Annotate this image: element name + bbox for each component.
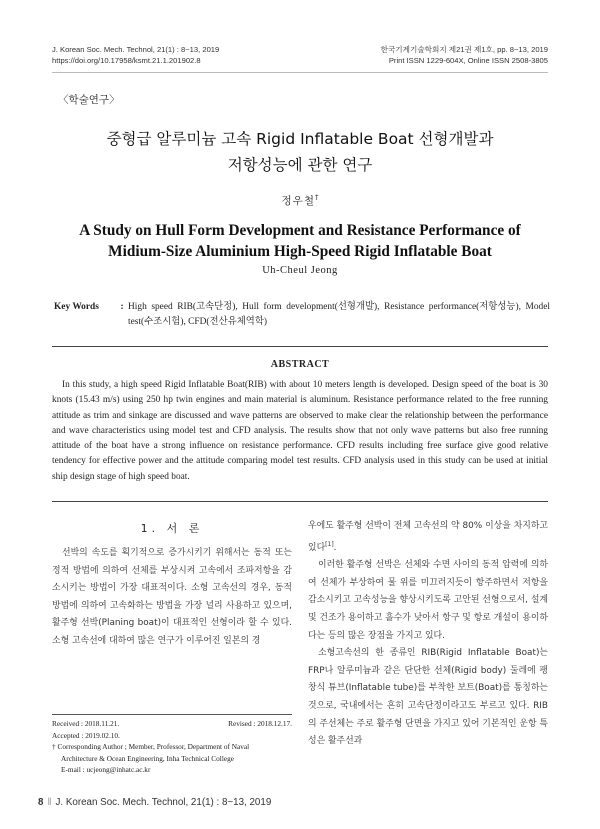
received-date: Received : 2018.11.21. xyxy=(52,719,120,728)
english-title-line2: Midium-Size Aluminium High-Speed Rigid Inflatable Boat xyxy=(108,243,492,260)
corresponding-author-mark: † xyxy=(314,193,319,202)
author-affiliation: Architecture & Ocean Engineering, Inha Technical College xyxy=(61,753,234,763)
corresponding-author-note: † Corresponding Author ; Member, Professor, Department of Naval xyxy=(52,742,250,751)
section-heading: 1. 서 론 xyxy=(140,522,204,535)
body-paragraph: 소형고속선의 한 종류인 RIB(Rigid Inflatable Boat)는 FRP나 알루미늄과 같은 단단한 선체(Rigid body) 둘레에 팽창식 튜브(Inflatable tube)를 부착한 보트(Boat)를 통칭하는 것으로, 국내에서는 흔히 고속단정이라고도 부르고 있다. RIB의 주선체는 주로 활주형 단면을 가지고 있어 기본적인 운항 특성은 활주선과 xyxy=(308,648,548,747)
page-footer xyxy=(38,797,271,808)
body-column-left xyxy=(52,545,292,651)
citation-ref[interactable]: [1] xyxy=(325,540,334,548)
korean-author-name: 정우철 xyxy=(281,195,315,207)
paragraph-text: 우에도 활주형 선박이 전체 고속선의 약 80% 이상을 차지하고 있다 xyxy=(308,521,548,553)
body-paragraph: 이러한 활주형 선박은 선체와 수면 사이의 동적 압력에 의하여 선체가 부상하여 물 위를 미끄러지듯이 항주하면서 저항을 감소시키고 고속성능을 향상시키도록 고안된 선형으로서, 설계 및 건조가 용이하고 흘수가 낮아서 항구 및 항로 개설이 용이하다는 등의 많은 장점을 가지고 있다. xyxy=(308,560,548,641)
keywords-text: High speed RIB(고속단정), Hull form development(선형개발), Resistance performance(저항성능), Model test(수조시험), CFD(전산유체역학) xyxy=(128,302,550,327)
english-title-line1: A Study on Hull Form Development and Resistance Performance of xyxy=(79,222,521,239)
running-header-right xyxy=(381,44,548,66)
english-title xyxy=(40,220,560,262)
abstract-top-rule xyxy=(52,346,548,347)
running-header-left xyxy=(52,44,219,66)
footnote-block xyxy=(52,718,292,776)
footer-divider: ‖ xyxy=(47,797,52,808)
issn-info: Print ISSN 1229-604X, Online ISSN 2508-3805 xyxy=(388,56,548,65)
abstract-title: ABSTRACT xyxy=(270,359,330,370)
journal-citation-korean: 한국기계기술학회지 제21권 제1호, pp. 8~13, 2019 xyxy=(380,45,548,54)
journal-citation: J. Korean Soc. Mech. Technol, 21(1) : 8~13, 2019 xyxy=(52,45,220,54)
footnote-divider xyxy=(52,714,292,715)
body-column-right xyxy=(308,518,548,751)
author-email[interactable]: E-mail : ucjeong@inhatc.ac.kr xyxy=(61,765,151,774)
english-author: Uh-Cheul Jeong xyxy=(262,265,338,276)
paragraph-end: . xyxy=(333,542,337,553)
page-number: 8 xyxy=(38,797,44,808)
footer-journal: J. Korean Soc. Mech. Technol, 21(1) : 8~13, 2019 xyxy=(55,797,272,808)
accepted-date: Accepted : 2019.02.10. xyxy=(52,730,120,740)
korean-title-line2: 저항성능에 관한 연구 xyxy=(227,156,373,174)
korean-author xyxy=(0,193,600,208)
article-category: 〈학술연구〉 xyxy=(58,94,120,106)
keywords-label: Key Words xyxy=(54,302,99,312)
header-divider xyxy=(52,72,548,73)
keywords-block xyxy=(54,300,550,330)
body-paragraph-continued xyxy=(308,518,548,557)
korean-title-line1: 중형급 알루미늄 고속 Rigid Inflatable Boat 선형개발과 xyxy=(106,130,494,148)
abstract-text: In this study, a high speed Rigid Inflatable Boat(RIB) with about 10 meters length is developed. Design speed of the boat is 30 knots (15.43 m/s) using 250 hp twin engines and main material is aluminum. Resistance performance related to the free running attitude as trim and sinkage are discussed and wave patterns are observed to make clear the relationship between the performance and wave characteristics using model test and CFD analysis. The results show that not only wave patterns but also free running attitude of the boat have a strong influence on resistance performance. CFD results including free surface give good relative tendency for effective power and the attitude comparing model test results. CFD analysis used in this study can be used at initial ship design stage of high speed boat. xyxy=(52,380,548,482)
revised-date: Revised : 2018.12.17. xyxy=(228,719,292,728)
keywords-separator: : xyxy=(120,302,124,312)
korean-title xyxy=(40,126,560,178)
body-paragraph: 선박의 속도를 획기적으로 증가시키기 위해서는 동적 또는 정적 방법에 의하여 선체를 부상시켜 고속에서 조파저항을 감소시키는 방법이 가장 대표적이다. 소형 고속선의 경우, 동적 방법에 의하여 고속화하는 방법을 가장 널리 사용하고 있으며, 활주형 선박(Planing boat)이 대표적인 선형이라 할 수 있다. 소형 고속선에 대하여 많은 연구가 이루어진 일본의 경 xyxy=(52,548,292,646)
abstract-bottom-rule xyxy=(52,501,548,502)
doi-link[interactable]: https://doi.org/10.17958/ksmt.21.1.201902.8 xyxy=(52,56,201,65)
